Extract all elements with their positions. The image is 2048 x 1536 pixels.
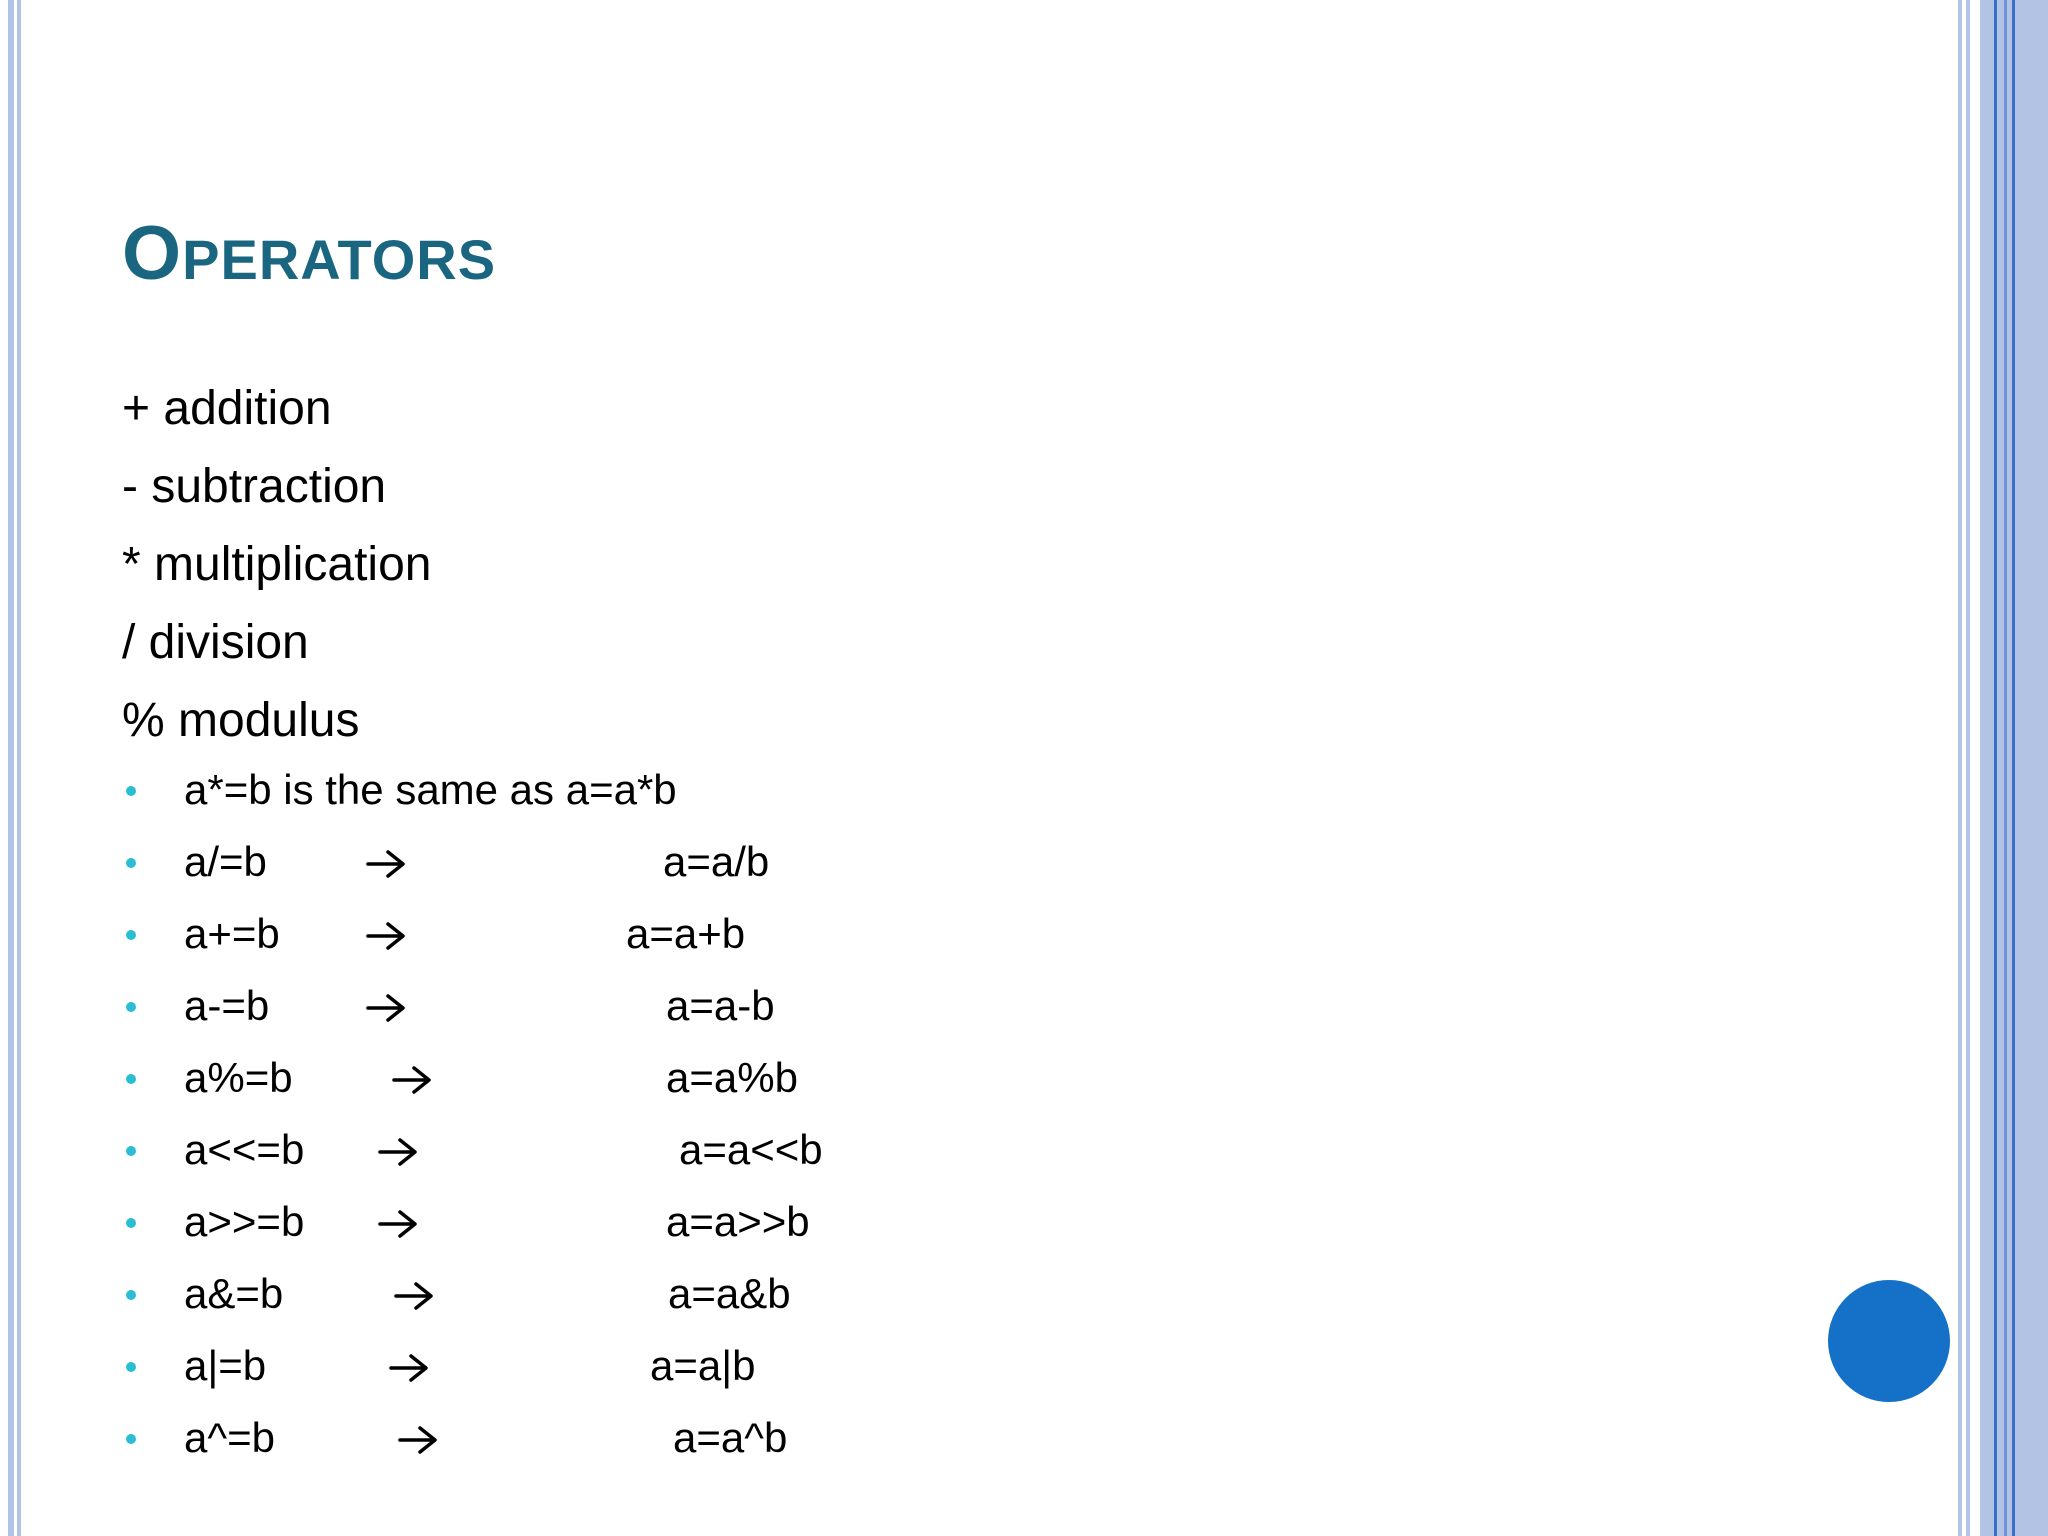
- compound-operator: a>>=b: [184, 1198, 305, 1245]
- operator-item: / division: [122, 616, 309, 669]
- right-arrow-icon: [389, 1330, 429, 1382]
- compound-operator: a%=b: [184, 1054, 293, 1101]
- decorative-circle: [1828, 1280, 1950, 1402]
- bullet-dot-icon: [126, 1146, 136, 1156]
- right-arrow-icon: [378, 1114, 418, 1166]
- right-border-line: [1966, 0, 1970, 1536]
- equivalent-expression: a=a^b: [673, 1414, 788, 1461]
- right-arrow-icon: [378, 1186, 418, 1238]
- right-band-line: [2004, 0, 2007, 1536]
- operator-item: - subtraction: [122, 460, 387, 513]
- compound-operator: a+=b: [184, 910, 280, 957]
- compound-operator: a-=b: [184, 982, 270, 1029]
- right-arrow-icon: [394, 1258, 434, 1310]
- compound-operator: a<<=b: [184, 1126, 305, 1173]
- equivalent-expression: a=a%b: [666, 1054, 798, 1101]
- bullet-dot-icon: [126, 858, 136, 868]
- title-rest: PERATORS: [182, 228, 497, 291]
- compound-operator: a^=b: [184, 1414, 275, 1461]
- right-arrow-icon: [366, 898, 406, 950]
- equivalent-expression: a=a>>b: [666, 1198, 810, 1245]
- compound-operator: a|=b: [184, 1342, 267, 1389]
- bullet-dot-icon: [126, 1074, 136, 1084]
- equivalent-expression: a=a-b: [666, 982, 775, 1029]
- compound-operator: a/=b: [184, 838, 267, 885]
- right-arrow-icon: [366, 826, 406, 878]
- operator-item: * multiplication: [122, 538, 432, 591]
- bullet-dot-icon: [126, 1434, 136, 1444]
- bullet-dot-icon: [126, 1362, 136, 1372]
- right-arrow-icon: [398, 1402, 438, 1454]
- bullet-dot-icon: [126, 1218, 136, 1228]
- equivalent-expression: a=a&b: [668, 1270, 791, 1317]
- right-band-line: [1994, 0, 1997, 1536]
- equivalent-expression: a=a<<b: [679, 1126, 823, 1173]
- left-border-line: [17, 0, 21, 1536]
- compound-operator: a&=b: [184, 1270, 284, 1317]
- slide-title: [122, 211, 497, 296]
- left-border-line: [8, 0, 14, 1536]
- right-arrow-icon: [392, 1042, 432, 1094]
- right-arrow-icon: [366, 970, 406, 1022]
- bullet-dot-icon: [126, 786, 136, 796]
- bullet-dot-icon: [126, 1290, 136, 1300]
- bullet-dot-icon: [126, 930, 136, 940]
- operator-item: % modulus: [122, 694, 360, 747]
- equivalent-expression: a=a+b: [626, 910, 746, 957]
- operator-item: + addition: [122, 382, 332, 435]
- title-initial: O: [122, 211, 183, 296]
- equivalent-expression: a=a|b: [650, 1342, 756, 1389]
- right-border-line: [1958, 0, 1962, 1536]
- operator-list: [122, 370, 431, 760]
- equivalent-expression: a=a/b: [663, 838, 770, 885]
- bullet-dot-icon: [126, 1002, 136, 1012]
- bullet-text: a*=b is the same as a=a*b: [184, 766, 677, 813]
- right-band-line: [2012, 0, 2015, 1536]
